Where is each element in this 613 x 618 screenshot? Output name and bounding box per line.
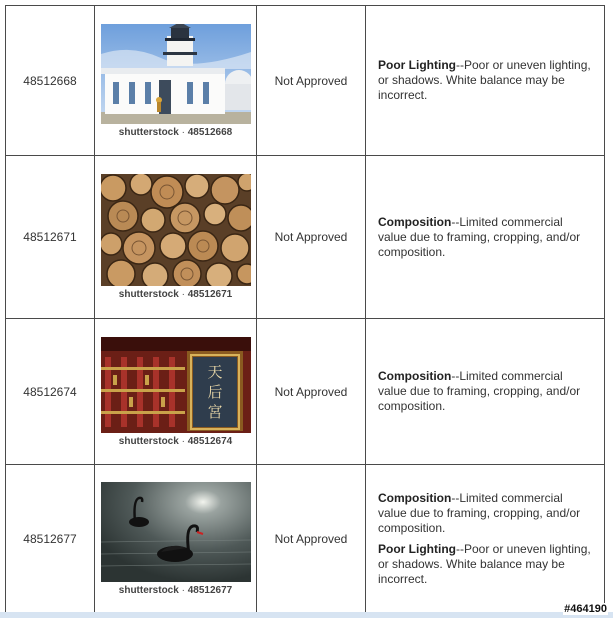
status-text: Not Approved [274,531,348,546]
rejection-reason: Poor Lighting--Poor or uneven lighting, or shadows. White balance may be incorrect. [378,541,591,586]
status-cell [257,156,366,319]
rejection-reason-cell [366,465,605,613]
thumbnail-caption: shutterstock · 48512671 [118,289,233,300]
status-text: Not Approved [274,384,348,399]
rejection-reason: Composition--Limited commercial value due to framing, cropping, and/or composition. [378,369,581,413]
status-text: Not Approved [274,230,348,244]
thumbnail-cell [95,465,257,613]
corner-tag: #464190 [564,603,607,615]
svg-text:天后宮: 天后宮 [206,362,223,421]
thumbnail-caption: shutterstock · 48512668 [118,126,233,138]
rejection-reason: Composition--Limited commercial value due to framing, cropping, and/or composition. [378,490,581,535]
rejection-reason-cell [366,319,605,465]
thumbnail-cell [95,156,257,319]
table-row [6,465,605,613]
rejection-reason: Composition--Limited commercial value due to framing, cropping, and/or composition. [378,214,581,259]
image-id: 48512674 [23,384,77,399]
logs-photo-icon[interactable] [101,174,251,286]
image-id: 48512677 [23,531,77,546]
lighthouse-photo-icon[interactable] [101,24,251,124]
status-cell [257,6,366,156]
thumbnail-caption: shutterstock · 48512674 [118,435,233,447]
status-cell [257,465,366,613]
image-id: 48512668 [23,73,77,88]
thumbnail-cell [95,319,257,465]
rejection-reason-cell [366,6,605,156]
image-id-cell [6,156,95,319]
rejection-reason-cell [366,156,605,319]
temple-sign-photo-icon[interactable] [101,337,251,433]
review-results-table [5,5,605,613]
status-text: Not Approved [274,73,348,88]
image-id-cell [6,465,95,613]
image-id-cell [6,319,95,465]
table-row [6,156,605,319]
bottom-strip [0,612,613,618]
status-cell [257,319,366,465]
table-row [6,6,605,156]
swans-photo-icon[interactable] [101,482,251,582]
thumbnail-cell [95,6,257,156]
table-row [6,319,605,465]
image-id-cell [6,6,95,156]
image-id: 48512671 [23,230,77,244]
rejection-reason: Poor Lighting--Poor or uneven lighting, or shadows. White balance may be incorrect. [378,58,591,102]
thumbnail-caption: shutterstock · 48512677 [118,584,233,596]
